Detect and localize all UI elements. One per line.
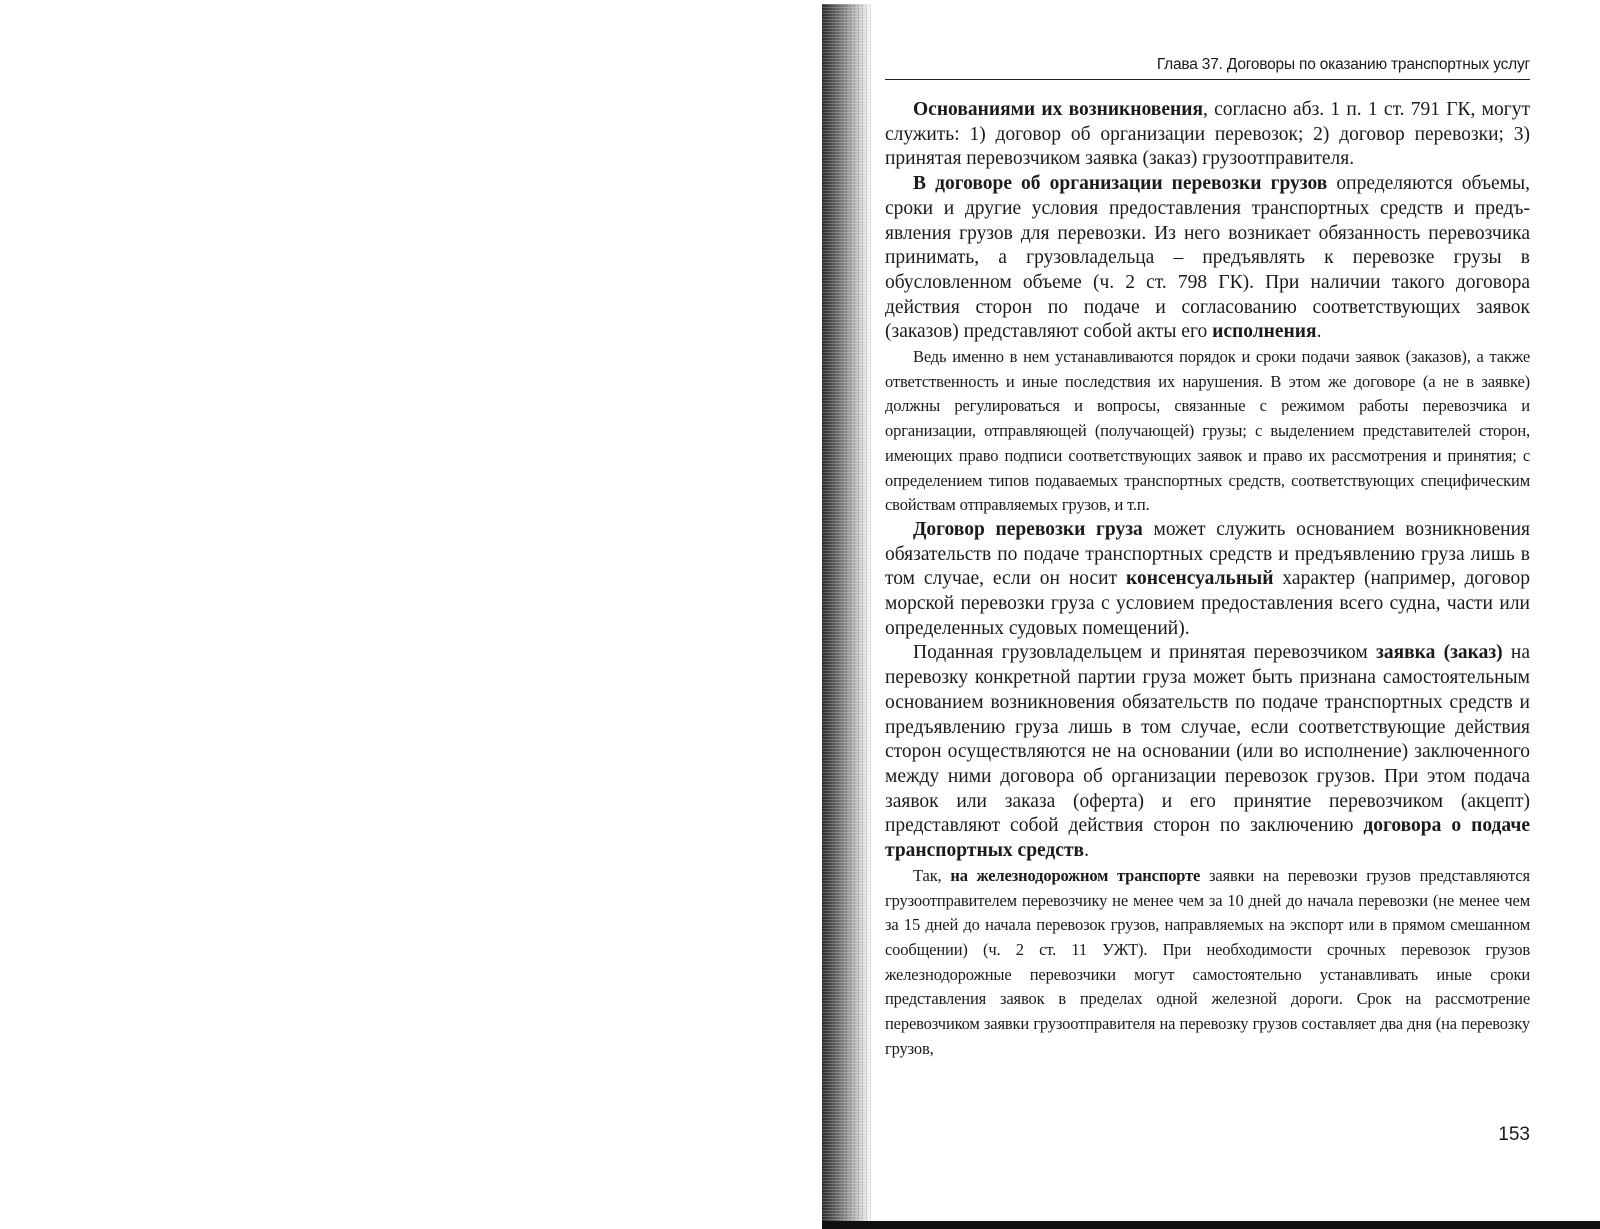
text-run: определяются объемы, сроки и другие условия предоставления транспортных средств и предъявления грузов для перевозки. Из него возникает обязанность перевозчика принимать, а грузовладельца – предъявлять к перевозке грузы в обусловленном объеме (ч. 2 ст. 798 ГК). При наличии такого договора действия сторон по подаче и согласованию соответствующих заявок (заказов) представляют собой акты его [885,173,1531,343]
text-run: может служить основанием возникновения обязательств по подаче транспортных средств и предъявлению груза лишь в том случае, если он носит [885,518,1530,590]
page-bottom-edge [822,1221,1600,1229]
text-run: Так, [913,865,951,885]
text-run: на перевозку конкретной партии груза может быть признана самостоятельным основанием возникновения обязательств по подаче транспортных средств и предъявлению груза лишь в том случае, если соответствующие действия сторон осуществляются не на основании (или во исполнение) заключенного между ними договора об организации перевозок грузов. При этом подача заявок или заказа (оферта) и его принятие перевозчиком (акцепт) представляют собой действия сторон по заключению [885,642,1531,837]
paragraph [885,98,1530,172]
text-run: , согласно абз. 1 п. 1 ст. 791 ГК, могут служить: 1) договор об организации перевозок; 2) договор перевозки; 3) принятая перевозчиком заявка (заказ) грузоотправителя. [885,99,1530,170]
text-run: . [1084,840,1089,862]
text-run: Ведь именно в нем устанавливаются порядок и сроки подачи заявок (заказов), а также ответственность и иные последствия их нарушения. В этом же договоре (а не в заявке) должны регулироваться и вопросы, связанные с режимом работы перевозчика и организации, отправляющей (получающей) грузы; с выделением представителей сторон, имеющих право подписи соответствующих заявок и право их рассмотрения и принятия; с определением типов подаваемых транспортных средств, соответствующих специфическим свойствам отправляемых грузов, и т.п. [885,347,1530,515]
text-run: . [1316,321,1322,343]
bold-term: заявка (заказ) [1375,642,1503,664]
paragraph [885,172,1530,345]
bold-term: Основаниями их возникновения [913,99,1203,120]
bold-term: исполнения [1212,321,1317,343]
bold-term: договора о подаче транспортных средств [885,815,1530,862]
body-text [885,98,1530,1061]
bold-term: консенсуальный [1126,568,1274,590]
right-page [885,52,1530,1202]
text-run: заявки на перевозки грузов представляются грузоотправителем перевозчику не менее чем за 10 дней до начала перевозки (не менее чем за 15 дней до начала перевозок грузов, направляемых на экспорт или в прямом смешанном сообщении) (ч. 2 ст. 11 УЖТ). При необходимости срочных перевозок грузов железнодорожные перевозчики могут самостоятельно устанавливать иные сроки представления заявок в пределах одной железной дороги. Срок на рассмотрение перевозчиком заявки грузоотправителя на перевозку грузов составляет два дня (на перевозку грузов, [885,865,1530,1058]
paragraph [885,641,1530,863]
bold-term: В договоре об организации перевозки грузов [913,173,1328,195]
paragraph [885,518,1530,642]
paragraph [885,864,1530,1062]
text-run: характер (например, договор морской перевозки груза с условием предоставления всего судна, части или определенных судовых помещений). [885,568,1530,639]
text-run: Поданная грузовладельцем и принятая перевозчиком [913,642,1376,664]
paragraph [885,345,1530,518]
running-head: Глава 37. Договоры по оказанию транспортных услуг [885,56,1530,80]
bold-term: на железнодорожном транспорте [950,865,1201,885]
page-number: 153 [1498,1124,1530,1145]
bold-term: Договор перевозки груза [913,518,1143,540]
book-gutter-shadow [822,4,872,1229]
